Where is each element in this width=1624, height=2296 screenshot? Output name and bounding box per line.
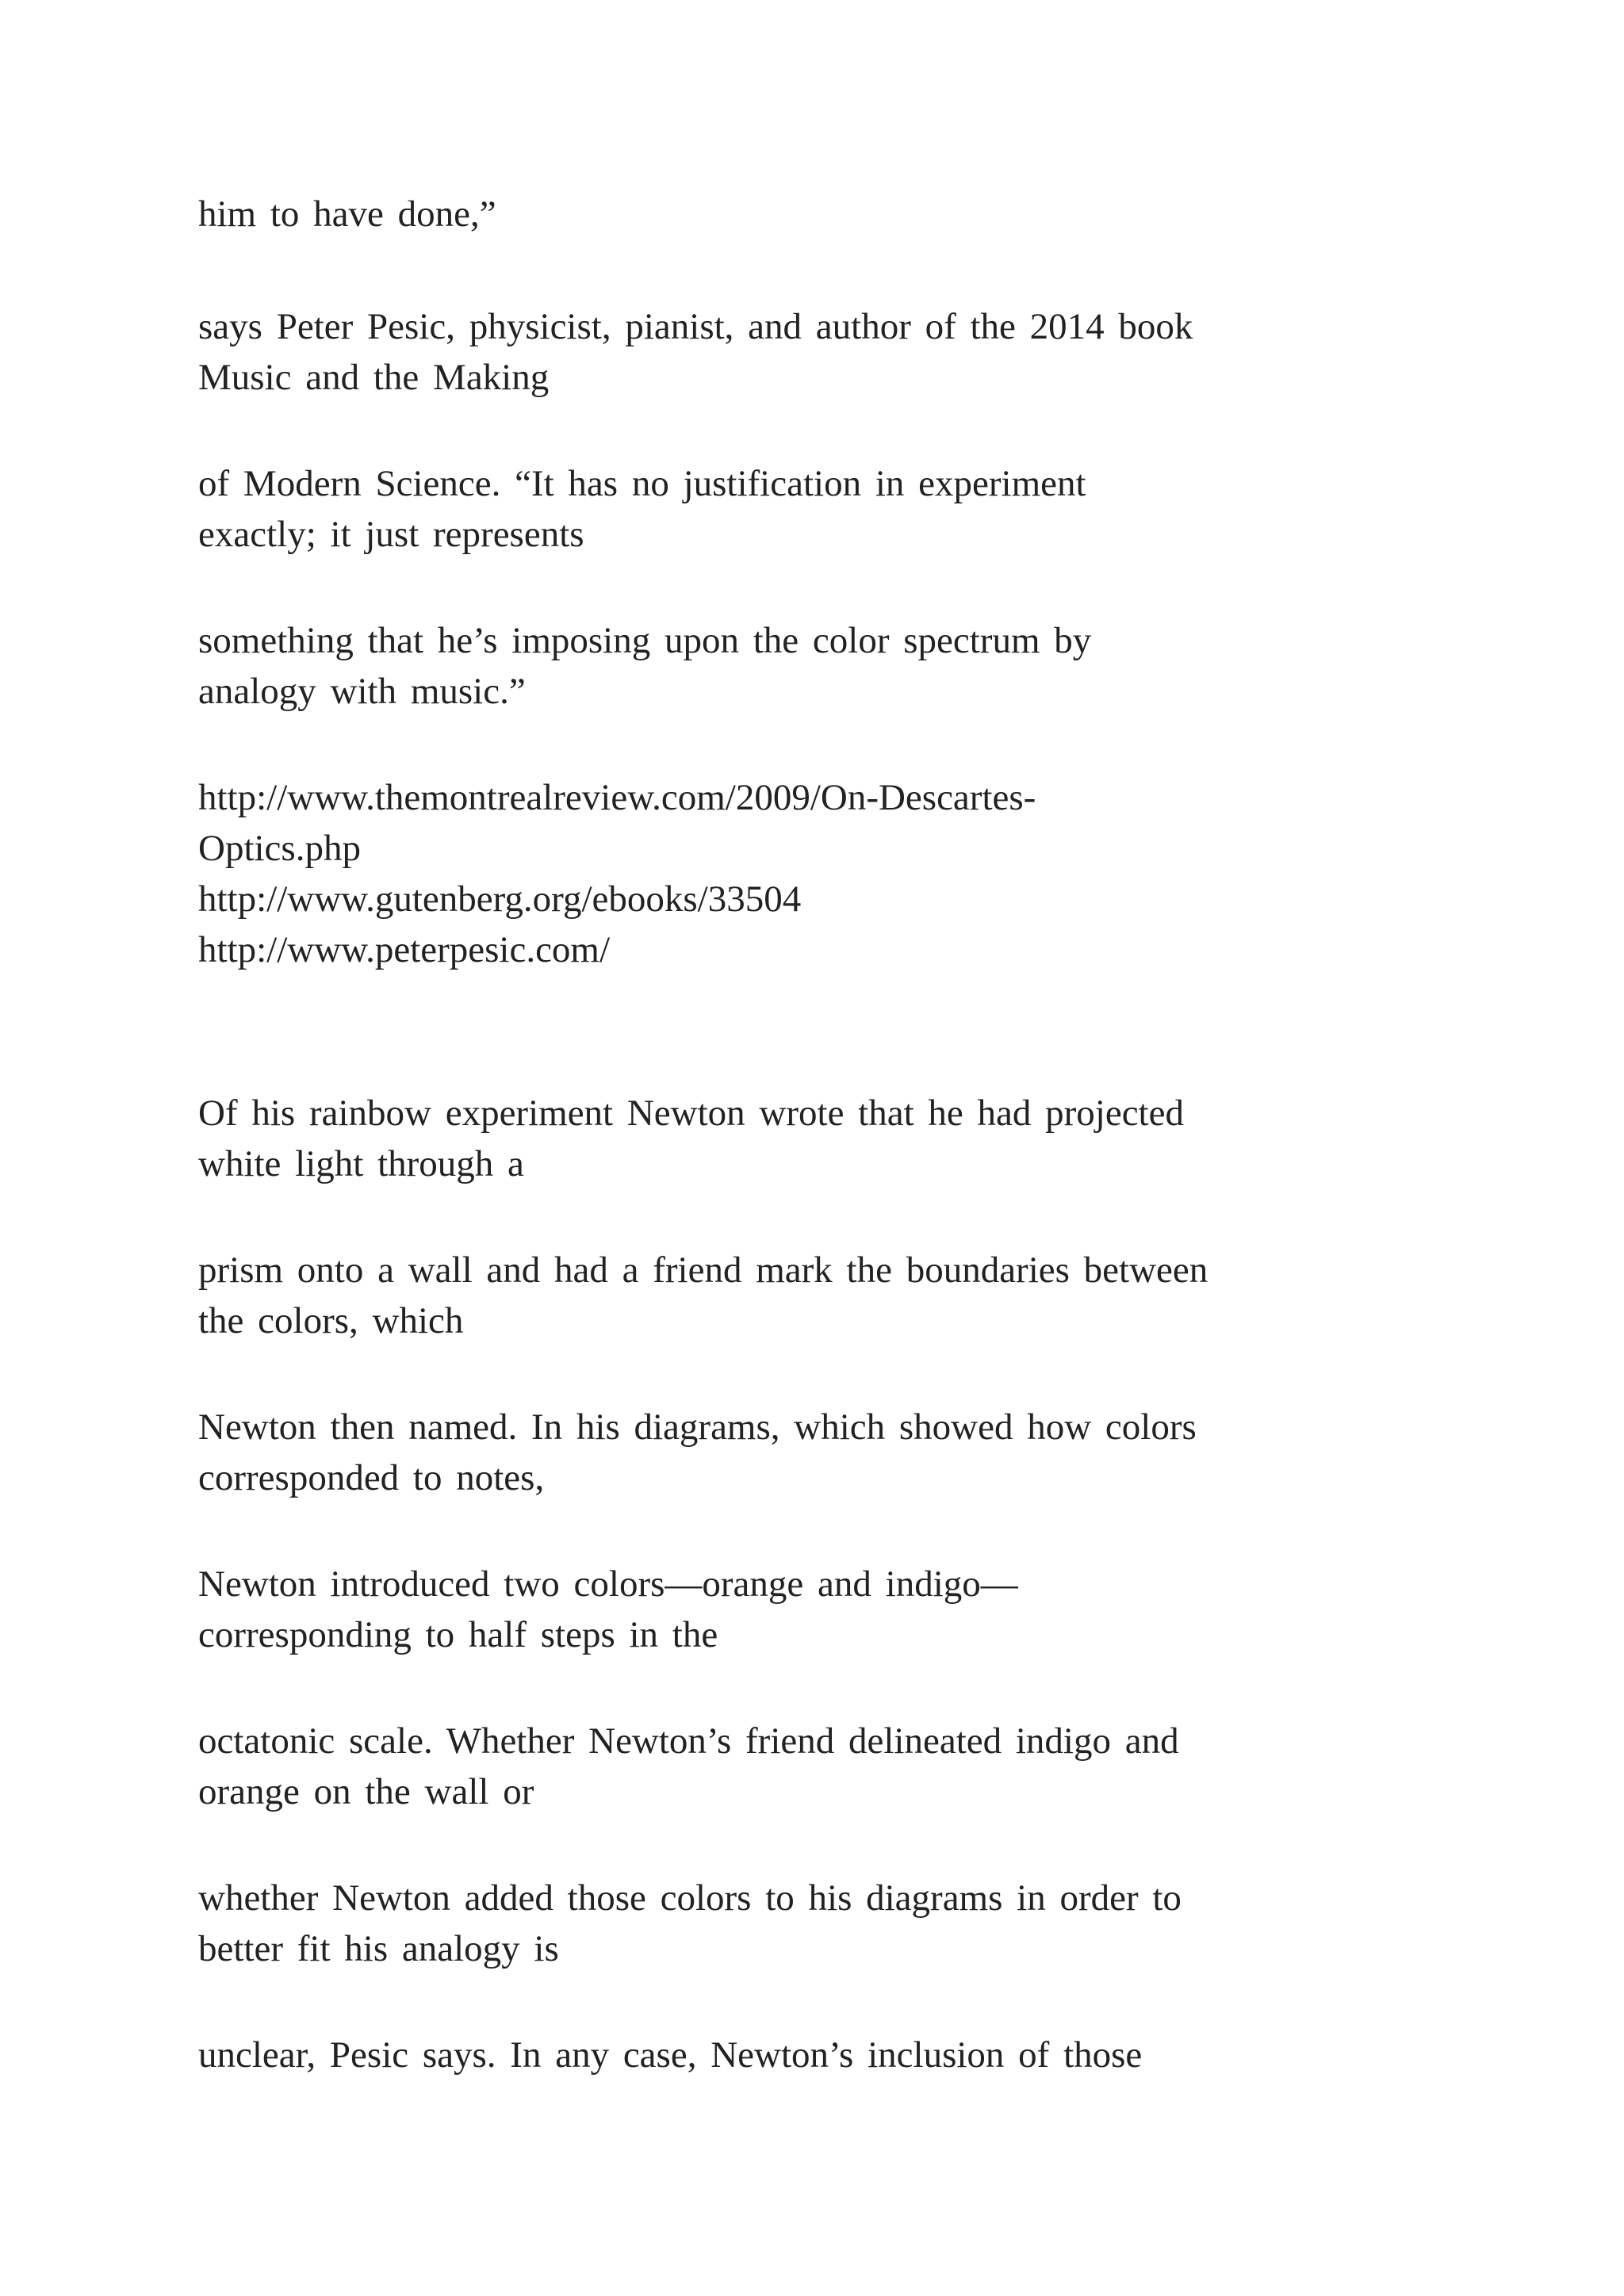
text-line: says Peter Pesic, physicist, pianist, and author of the 2014 book xyxy=(198,306,1193,347)
url-line: http://www.peterpesic.com/ xyxy=(198,929,611,970)
url-line: http://www.themontrealreview.com/2009/On-Descartes- xyxy=(198,777,1036,818)
text-line: prism onto a wall and had a friend mark the boundaries between xyxy=(198,1249,1208,1291)
text-line: corresponded to notes, xyxy=(198,1457,545,1498)
text-line: orange on the wall or xyxy=(198,1771,534,1812)
text-line: corresponding to half steps in the xyxy=(198,1614,718,1655)
text-line: whether Newton added those colors to his diagrams in order to xyxy=(198,1877,1182,1919)
text-line: something that he’s imposing upon the color spectrum by xyxy=(198,620,1092,661)
text-line: Of his rainbow experiment Newton wrote that he had projected xyxy=(198,1093,1184,1134)
text-line: the colors, which xyxy=(198,1300,464,1341)
text-line: exactly; it just represents xyxy=(198,514,584,555)
text-line: octatonic scale. Whether Newton’s friend delineated indigo and xyxy=(198,1720,1179,1762)
text-line: unclear, Pesic says. In any case, Newton’s inclusion of those xyxy=(198,2034,1143,2076)
text-line: of Modern Science. “It has no justification in experiment xyxy=(198,463,1086,504)
text-line: Newton then named. In his diagrams, which showed how colors xyxy=(198,1406,1197,1448)
url-line: Optics.php xyxy=(198,828,361,869)
text-line: Newton introduced two colors—orange and indigo— xyxy=(198,1563,1018,1605)
text-line: better fit his analogy is xyxy=(198,1928,559,1969)
text-line: him to have done,” xyxy=(198,193,496,235)
text-line: analogy with music.” xyxy=(198,671,526,712)
url-line: http://www.gutenberg.org/ebooks/33504 xyxy=(198,878,802,920)
text-line: Music and the Making xyxy=(198,357,550,398)
text-line: white light through a xyxy=(198,1143,524,1184)
